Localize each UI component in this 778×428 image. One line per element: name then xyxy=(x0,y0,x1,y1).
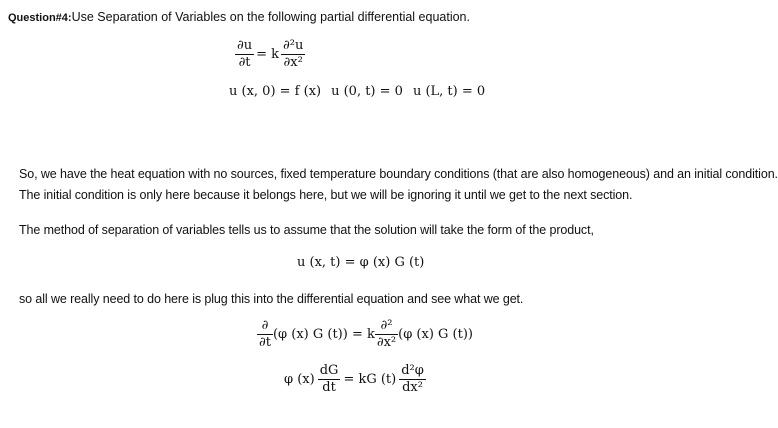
boundary-condition-right: u (L, t) = 0 xyxy=(412,84,486,99)
separated-left-denominator: dt xyxy=(318,379,341,396)
pde-lhs-numerator: ∂u xyxy=(237,38,253,53)
boundary-condition-left: u (0, t) = 0 xyxy=(331,84,403,99)
separated-left-fraction xyxy=(318,363,341,396)
separated-phi: φ (x) xyxy=(284,372,315,387)
initial-condition: u (x, 0) = f (x) xyxy=(229,84,322,99)
pde-equation xyxy=(235,38,305,71)
plug-lhs-numerator: ∂ xyxy=(261,318,269,333)
question-line xyxy=(8,10,470,24)
pde-equals-k: = k xyxy=(256,47,280,62)
separated-right-fraction xyxy=(399,363,426,396)
paragraph-plug: so all we really need to do here is plug this into the differential equation and see what we get. xyxy=(19,292,524,306)
pde-lhs-fraction xyxy=(235,38,254,71)
plug-rhs-fraction xyxy=(375,318,398,351)
separated-equation xyxy=(284,363,426,396)
separated-left-numerator: dG xyxy=(319,363,339,378)
plug-rhs-numerator: ∂² xyxy=(380,318,393,333)
plug-rhs-body: (φ (x) G (t)) xyxy=(398,327,473,342)
conditions-line xyxy=(229,84,485,99)
plug-rhs-denominator: ∂x² xyxy=(376,335,397,350)
pde-lhs-denominator: ∂t xyxy=(235,54,254,71)
pde-rhs-numerator: ∂²u xyxy=(283,38,304,53)
pde-rhs-denominator: ∂x² xyxy=(281,54,305,71)
paragraph-heat-line1: So, we have the heat equation with no sources, fixed temperature boundary conditions (that are also homogeneous) and an initial condition. xyxy=(19,167,778,181)
product-form-equation: u (x, t) = φ (x) G (t) xyxy=(297,255,425,270)
paragraph-heat-line2: The initial condition is only here because it belongs here, but we will be ignoring it until we get to the next section. xyxy=(19,188,633,202)
pde-rhs-fraction xyxy=(281,38,305,71)
separated-right-numerator: d²φ xyxy=(401,363,424,378)
paragraph-method: The method of separation of variables tells us to assume that the solution will take the form of the product, xyxy=(19,223,594,237)
question-label: Question#4: xyxy=(8,12,72,24)
plug-lhs-fraction xyxy=(257,318,273,351)
separated-right-denominator: dx² xyxy=(399,379,426,396)
question-prompt: Use Separation of Variables on the following partial differential equation. xyxy=(71,10,470,24)
plug-lhs-body: (φ (x) G (t)) = k xyxy=(272,327,375,342)
separated-middle: = kG (t) xyxy=(343,372,397,387)
plugged-equation xyxy=(257,318,473,351)
plug-lhs-denominator: ∂t xyxy=(259,335,271,350)
